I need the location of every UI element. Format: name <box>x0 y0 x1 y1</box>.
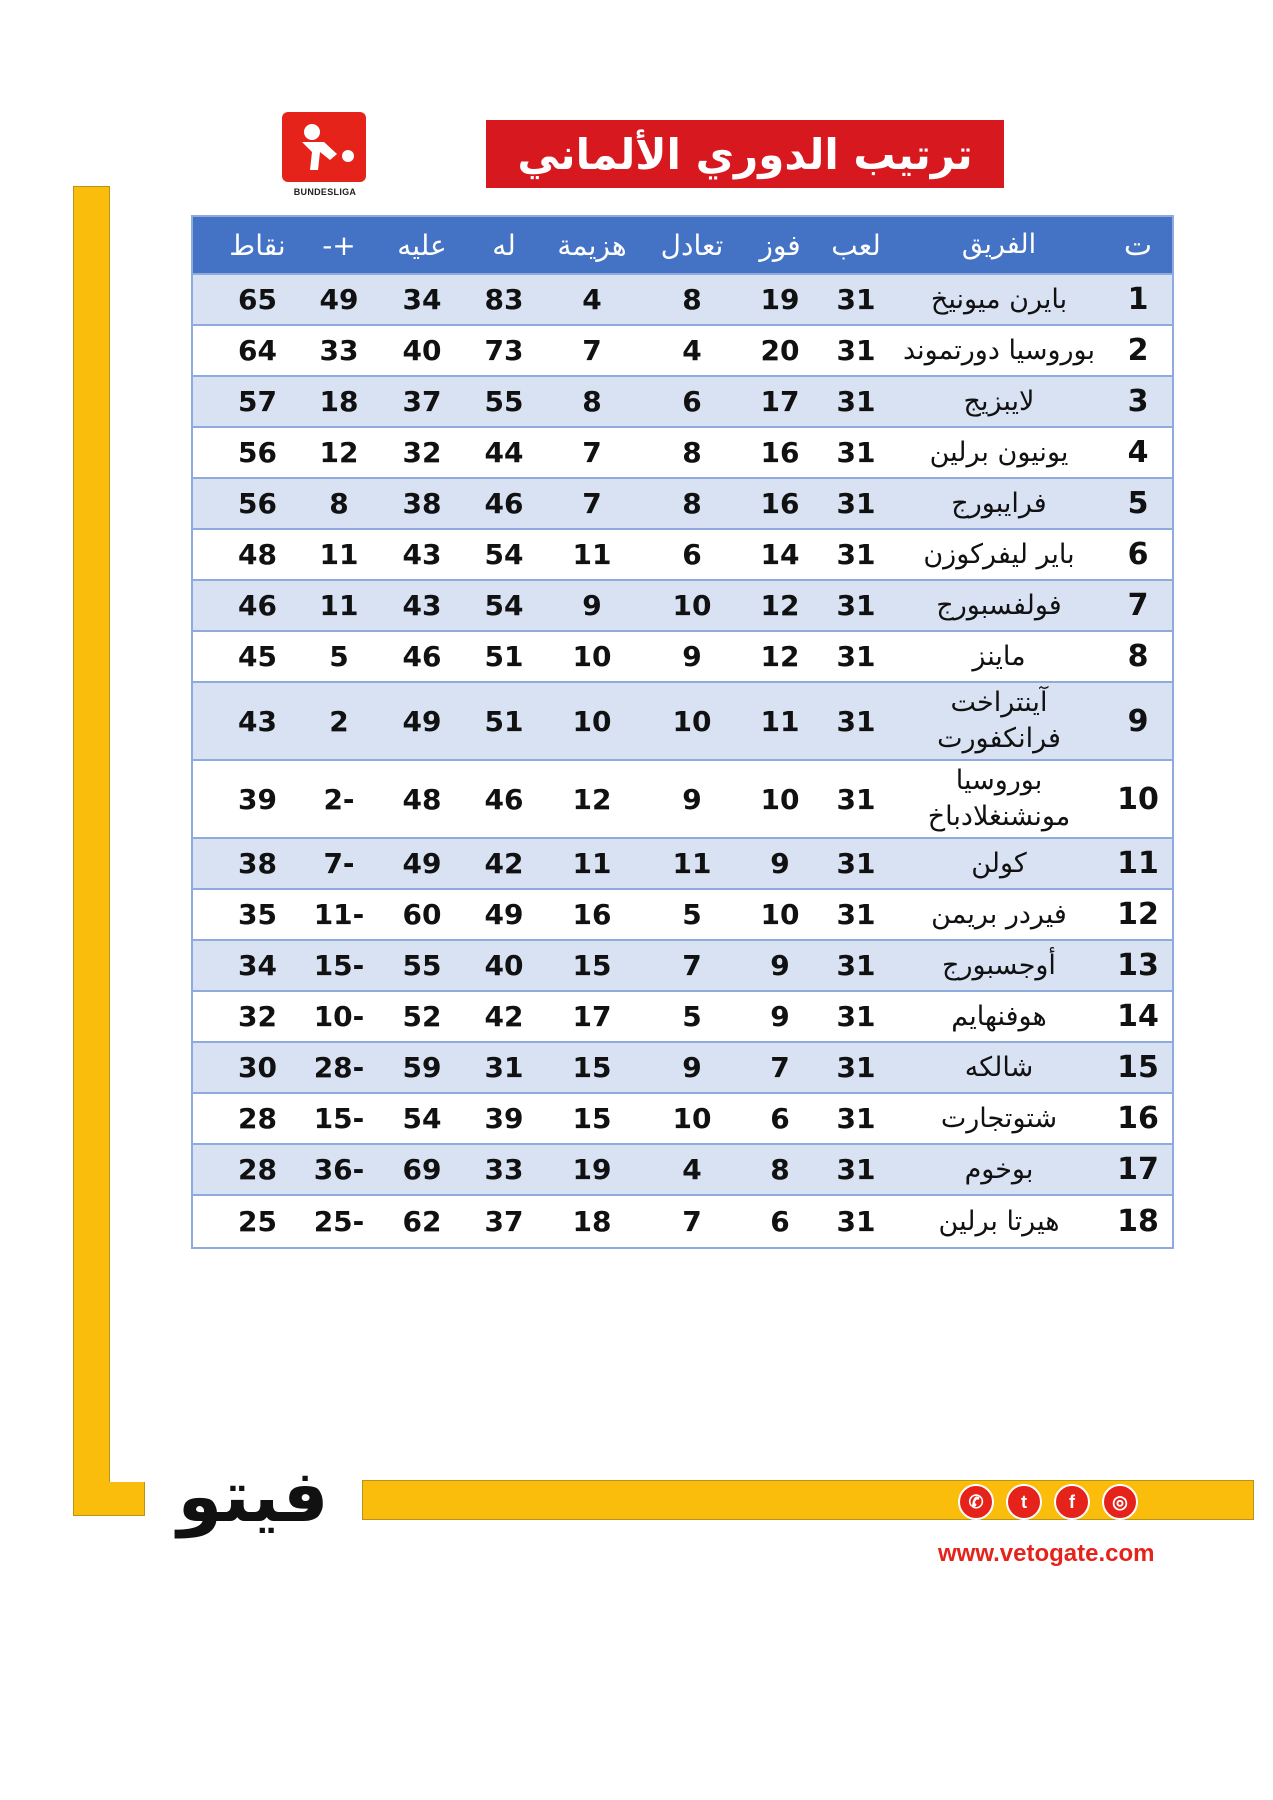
points-cell: 43 <box>238 704 277 738</box>
goal-diff-cell: 49 <box>319 283 359 316</box>
lost-cell: 15 <box>572 1051 612 1084</box>
team-name: أوجسبورج <box>942 949 1056 981</box>
table-row <box>193 275 1172 326</box>
points-cell: 30 <box>238 1051 277 1084</box>
goals-against-cell: 52 <box>402 1000 442 1033</box>
goal-diff-cell: -11 <box>313 898 365 931</box>
won-cell: 7 <box>770 1051 790 1084</box>
table-row <box>193 941 1172 992</box>
points-cell: 28 <box>238 1153 277 1186</box>
points-cell: 65 <box>238 283 277 316</box>
team-name: ماينز <box>972 640 1026 672</box>
goals-against-cell: 48 <box>402 782 442 816</box>
played-cell: 31 <box>836 898 876 931</box>
goals-against-cell: 40 <box>402 334 442 367</box>
goal-diff-cell: -28 <box>313 1051 365 1084</box>
rank-cell: 7 <box>1127 588 1149 623</box>
header-team: الفريق <box>961 229 1037 260</box>
points-cell: 56 <box>238 436 277 469</box>
rank-cell: 3 <box>1127 384 1149 419</box>
header-goal-diff: +- <box>322 228 356 262</box>
accent-bar-corner <box>73 1482 145 1516</box>
goals-against-cell: 60 <box>402 898 442 931</box>
accent-bar-vertical <box>73 186 110 1516</box>
drawn-cell: 7 <box>682 1205 702 1238</box>
points-cell: 28 <box>238 1102 277 1135</box>
points-cell: 57 <box>238 385 277 418</box>
played-cell: 31 <box>836 436 876 469</box>
header-goals-for: له <box>492 228 516 262</box>
played-cell: 31 <box>836 1205 876 1238</box>
goals-for-cell: 44 <box>484 436 524 469</box>
lost-cell: 7 <box>582 334 602 367</box>
team-name: هيرتا برلين <box>938 1205 1060 1237</box>
goals-against-cell: 37 <box>402 385 442 418</box>
won-cell: 6 <box>770 1102 790 1135</box>
played-cell: 31 <box>836 847 876 880</box>
goals-for-cell: 54 <box>484 589 524 622</box>
played-cell: 31 <box>836 1051 876 1084</box>
rank-cell: 17 <box>1117 1152 1159 1187</box>
standings-table <box>191 215 1174 1249</box>
rank-cell: 16 <box>1117 1101 1159 1136</box>
lost-cell: 18 <box>572 1205 612 1238</box>
played-cell: 31 <box>836 334 876 367</box>
team-name: لايبزيج <box>963 385 1035 417</box>
rank-cell: 4 <box>1127 435 1149 470</box>
won-cell: 8 <box>770 1153 790 1186</box>
drawn-cell: 10 <box>672 589 712 622</box>
goals-against-cell: 49 <box>402 847 442 880</box>
header-lost: هزيمة <box>557 228 627 262</box>
points-cell: 46 <box>238 589 277 622</box>
header-played: لعب <box>831 228 881 262</box>
drawn-cell: 8 <box>682 487 702 520</box>
drawn-cell: 11 <box>672 847 712 880</box>
won-cell: 16 <box>760 436 800 469</box>
header-points: نقاط <box>229 228 286 262</box>
goals-against-cell: 32 <box>402 436 442 469</box>
won-cell: 12 <box>760 640 800 673</box>
points-cell: 39 <box>238 782 277 816</box>
goals-against-cell: 54 <box>402 1102 442 1135</box>
team-name: بوروسيا دورتموند <box>903 334 1095 366</box>
drawn-cell: 8 <box>682 436 702 469</box>
goals-for-cell: 37 <box>484 1205 524 1238</box>
goals-for-cell: 46 <box>484 487 524 520</box>
lost-cell: 11 <box>572 847 612 880</box>
team-name: باير ليفركوزن <box>923 538 1075 570</box>
points-cell: 45 <box>238 640 277 673</box>
veto-brand-logo: فيتو <box>177 1454 329 1538</box>
drawn-cell: 9 <box>682 782 702 816</box>
points-cell: 34 <box>238 949 277 982</box>
goal-diff-cell: -2 <box>323 782 355 816</box>
table-row <box>193 1196 1172 1247</box>
team-name: شالكه <box>964 1051 1034 1083</box>
goal-diff-cell: 33 <box>319 334 359 367</box>
goals-for-cell: 55 <box>484 385 524 418</box>
drawn-cell: 6 <box>682 538 702 571</box>
drawn-cell: 10 <box>672 704 712 738</box>
rank-cell: 9 <box>1127 703 1149 739</box>
page-title: ترتيب الدوري الألماني <box>486 120 1004 188</box>
website-link[interactable]: www.vetogate.com <box>938 1540 1155 1567</box>
lost-cell: 8 <box>582 385 602 418</box>
goals-for-cell: 73 <box>484 334 524 367</box>
goals-for-cell: 39 <box>484 1102 524 1135</box>
lost-cell: 7 <box>582 436 602 469</box>
played-cell: 31 <box>836 1153 876 1186</box>
goal-diff-cell: -15 <box>313 1102 365 1135</box>
goal-diff-cell: -7 <box>323 847 355 880</box>
lost-cell: 16 <box>572 898 612 931</box>
won-cell: 9 <box>770 847 790 880</box>
points-cell: 48 <box>238 538 277 571</box>
rank-cell: 1 <box>1127 282 1149 317</box>
rank-cell: 14 <box>1117 999 1159 1034</box>
team-name: فيردر بريمن <box>931 898 1067 930</box>
goal-diff-cell: 12 <box>319 436 359 469</box>
goal-diff-cell: 2 <box>329 704 349 738</box>
goals-against-cell: 43 <box>402 538 442 571</box>
goal-diff-cell: 8 <box>329 487 349 520</box>
rank-cell: 12 <box>1117 897 1159 932</box>
team-name: فرايبورج <box>951 487 1047 519</box>
lost-cell: 10 <box>572 704 612 738</box>
team-name: بايرن ميونيخ <box>930 283 1068 315</box>
goals-for-cell: 54 <box>484 538 524 571</box>
won-cell: 10 <box>760 782 800 816</box>
goal-diff-cell: 11 <box>319 538 359 571</box>
facebook-icon[interactable]: f <box>1054 1484 1090 1520</box>
played-cell: 31 <box>836 1000 876 1033</box>
goals-against-cell: 34 <box>402 283 442 316</box>
team-name: هوفنهايم <box>951 1000 1047 1032</box>
goals-for-cell: 40 <box>484 949 524 982</box>
team-name: شتوتجارت <box>940 1102 1058 1134</box>
drawn-cell: 9 <box>682 1051 702 1084</box>
lost-cell: 7 <box>582 487 602 520</box>
points-cell: 64 <box>238 334 277 367</box>
played-cell: 31 <box>836 640 876 673</box>
goals-for-cell: 83 <box>484 283 524 316</box>
goals-against-cell: 69 <box>402 1153 442 1186</box>
team-name: آينتراخت فرانكفورت <box>937 687 1061 754</box>
table-row <box>193 530 1172 581</box>
header-rank: ت <box>1123 227 1153 263</box>
rank-cell: 2 <box>1127 333 1149 368</box>
goals-for-cell: 51 <box>484 704 524 738</box>
won-cell: 9 <box>770 1000 790 1033</box>
points-cell: 35 <box>238 898 277 931</box>
table-row <box>193 890 1172 941</box>
whatsapp-icon[interactable]: ✆ <box>958 1484 994 1520</box>
goals-against-cell: 49 <box>402 704 442 738</box>
team-name: يونيون برلين <box>929 436 1069 468</box>
logo-caption: BUNDESLIGA <box>293 187 357 197</box>
table-row <box>193 1145 1172 1196</box>
won-cell: 9 <box>770 949 790 982</box>
goal-diff-cell: -10 <box>313 1000 365 1033</box>
drawn-cell: 6 <box>682 385 702 418</box>
drawn-cell: 5 <box>682 1000 702 1033</box>
lost-cell: 10 <box>572 640 612 673</box>
won-cell: 11 <box>760 704 800 738</box>
lost-cell: 4 <box>582 283 602 316</box>
twitter-icon[interactable]: t <box>1006 1484 1042 1520</box>
lost-cell: 19 <box>572 1153 612 1186</box>
goal-diff-cell: 11 <box>319 589 359 622</box>
won-cell: 12 <box>760 589 800 622</box>
table-header <box>193 217 1172 275</box>
drawn-cell: 7 <box>682 949 702 982</box>
won-cell: 14 <box>760 538 800 571</box>
goals-for-cell: 46 <box>484 782 524 816</box>
team-name: كولن <box>971 847 1027 879</box>
goals-for-cell: 42 <box>484 1000 524 1033</box>
played-cell: 31 <box>836 538 876 571</box>
points-cell: 25 <box>238 1205 277 1238</box>
goals-for-cell: 33 <box>484 1153 524 1186</box>
header-drawn: تعادل <box>660 228 724 262</box>
goal-diff-cell: 5 <box>329 640 349 673</box>
social-icons <box>958 1484 1138 1520</box>
played-cell: 31 <box>836 949 876 982</box>
won-cell: 16 <box>760 487 800 520</box>
table-row <box>193 581 1172 632</box>
rank-cell: 15 <box>1117 1050 1159 1085</box>
lost-cell: 9 <box>582 589 602 622</box>
table-row <box>193 479 1172 530</box>
points-cell: 32 <box>238 1000 277 1033</box>
goals-against-cell: 43 <box>402 589 442 622</box>
goals-for-cell: 51 <box>484 640 524 673</box>
points-cell: 38 <box>238 847 277 880</box>
header-won: فوز <box>759 228 801 262</box>
table-row <box>193 326 1172 377</box>
lost-cell: 17 <box>572 1000 612 1033</box>
team-name: فولفسبورج <box>936 589 1062 621</box>
rank-cell: 11 <box>1117 846 1159 881</box>
table-row <box>193 992 1172 1043</box>
lost-cell: 12 <box>572 782 612 816</box>
bundesliga-logo <box>282 112 368 200</box>
goal-diff-cell: -36 <box>313 1153 365 1186</box>
rank-cell: 8 <box>1127 639 1149 674</box>
played-cell: 31 <box>836 589 876 622</box>
goal-diff-cell: -15 <box>313 949 365 982</box>
drawn-cell: 10 <box>672 1102 712 1135</box>
drawn-cell: 5 <box>682 898 702 931</box>
table-row <box>193 428 1172 479</box>
table-row <box>193 632 1172 683</box>
rank-cell: 10 <box>1117 781 1159 817</box>
drawn-cell: 4 <box>682 1153 702 1186</box>
instagram-icon[interactable]: ◎ <box>1102 1484 1138 1520</box>
played-cell: 31 <box>836 1102 876 1135</box>
table-row <box>193 377 1172 428</box>
rank-cell: 5 <box>1127 486 1149 521</box>
drawn-cell: 4 <box>682 334 702 367</box>
played-cell: 31 <box>836 283 876 316</box>
won-cell: 19 <box>760 283 800 316</box>
lost-cell: 15 <box>572 949 612 982</box>
played-cell: 31 <box>836 704 876 738</box>
drawn-cell: 9 <box>682 640 702 673</box>
goals-for-cell: 31 <box>484 1051 524 1084</box>
goals-against-cell: 46 <box>402 640 442 673</box>
goals-against-cell: 55 <box>402 949 442 982</box>
team-name: بوخوم <box>964 1153 1034 1185</box>
goals-against-cell: 59 <box>402 1051 442 1084</box>
played-cell: 31 <box>836 782 876 816</box>
team-name: بوروسيا مونشنغلادباخ <box>927 765 1071 832</box>
played-cell: 31 <box>836 385 876 418</box>
rank-cell: 13 <box>1117 948 1159 983</box>
lost-cell: 11 <box>572 538 612 571</box>
goals-against-cell: 38 <box>402 487 442 520</box>
table-row <box>193 683 1172 761</box>
bundesliga-logo-icon <box>282 112 366 182</box>
drawn-cell: 8 <box>682 283 702 316</box>
table-row <box>193 839 1172 890</box>
won-cell: 20 <box>760 334 800 367</box>
won-cell: 10 <box>760 898 800 931</box>
played-cell: 31 <box>836 487 876 520</box>
goal-diff-cell: -25 <box>313 1205 365 1238</box>
goal-diff-cell: 18 <box>319 385 359 418</box>
table-row <box>193 1094 1172 1145</box>
goals-against-cell: 62 <box>402 1205 442 1238</box>
won-cell: 6 <box>770 1205 790 1238</box>
header-goals-against: عليه <box>397 228 447 262</box>
table-row <box>193 1043 1172 1094</box>
goals-for-cell: 42 <box>484 847 524 880</box>
goals-for-cell: 49 <box>484 898 524 931</box>
won-cell: 17 <box>760 385 800 418</box>
lost-cell: 15 <box>572 1102 612 1135</box>
table-row <box>193 761 1172 839</box>
points-cell: 56 <box>238 487 277 520</box>
rank-cell: 18 <box>1117 1204 1159 1239</box>
rank-cell: 6 <box>1127 537 1149 572</box>
